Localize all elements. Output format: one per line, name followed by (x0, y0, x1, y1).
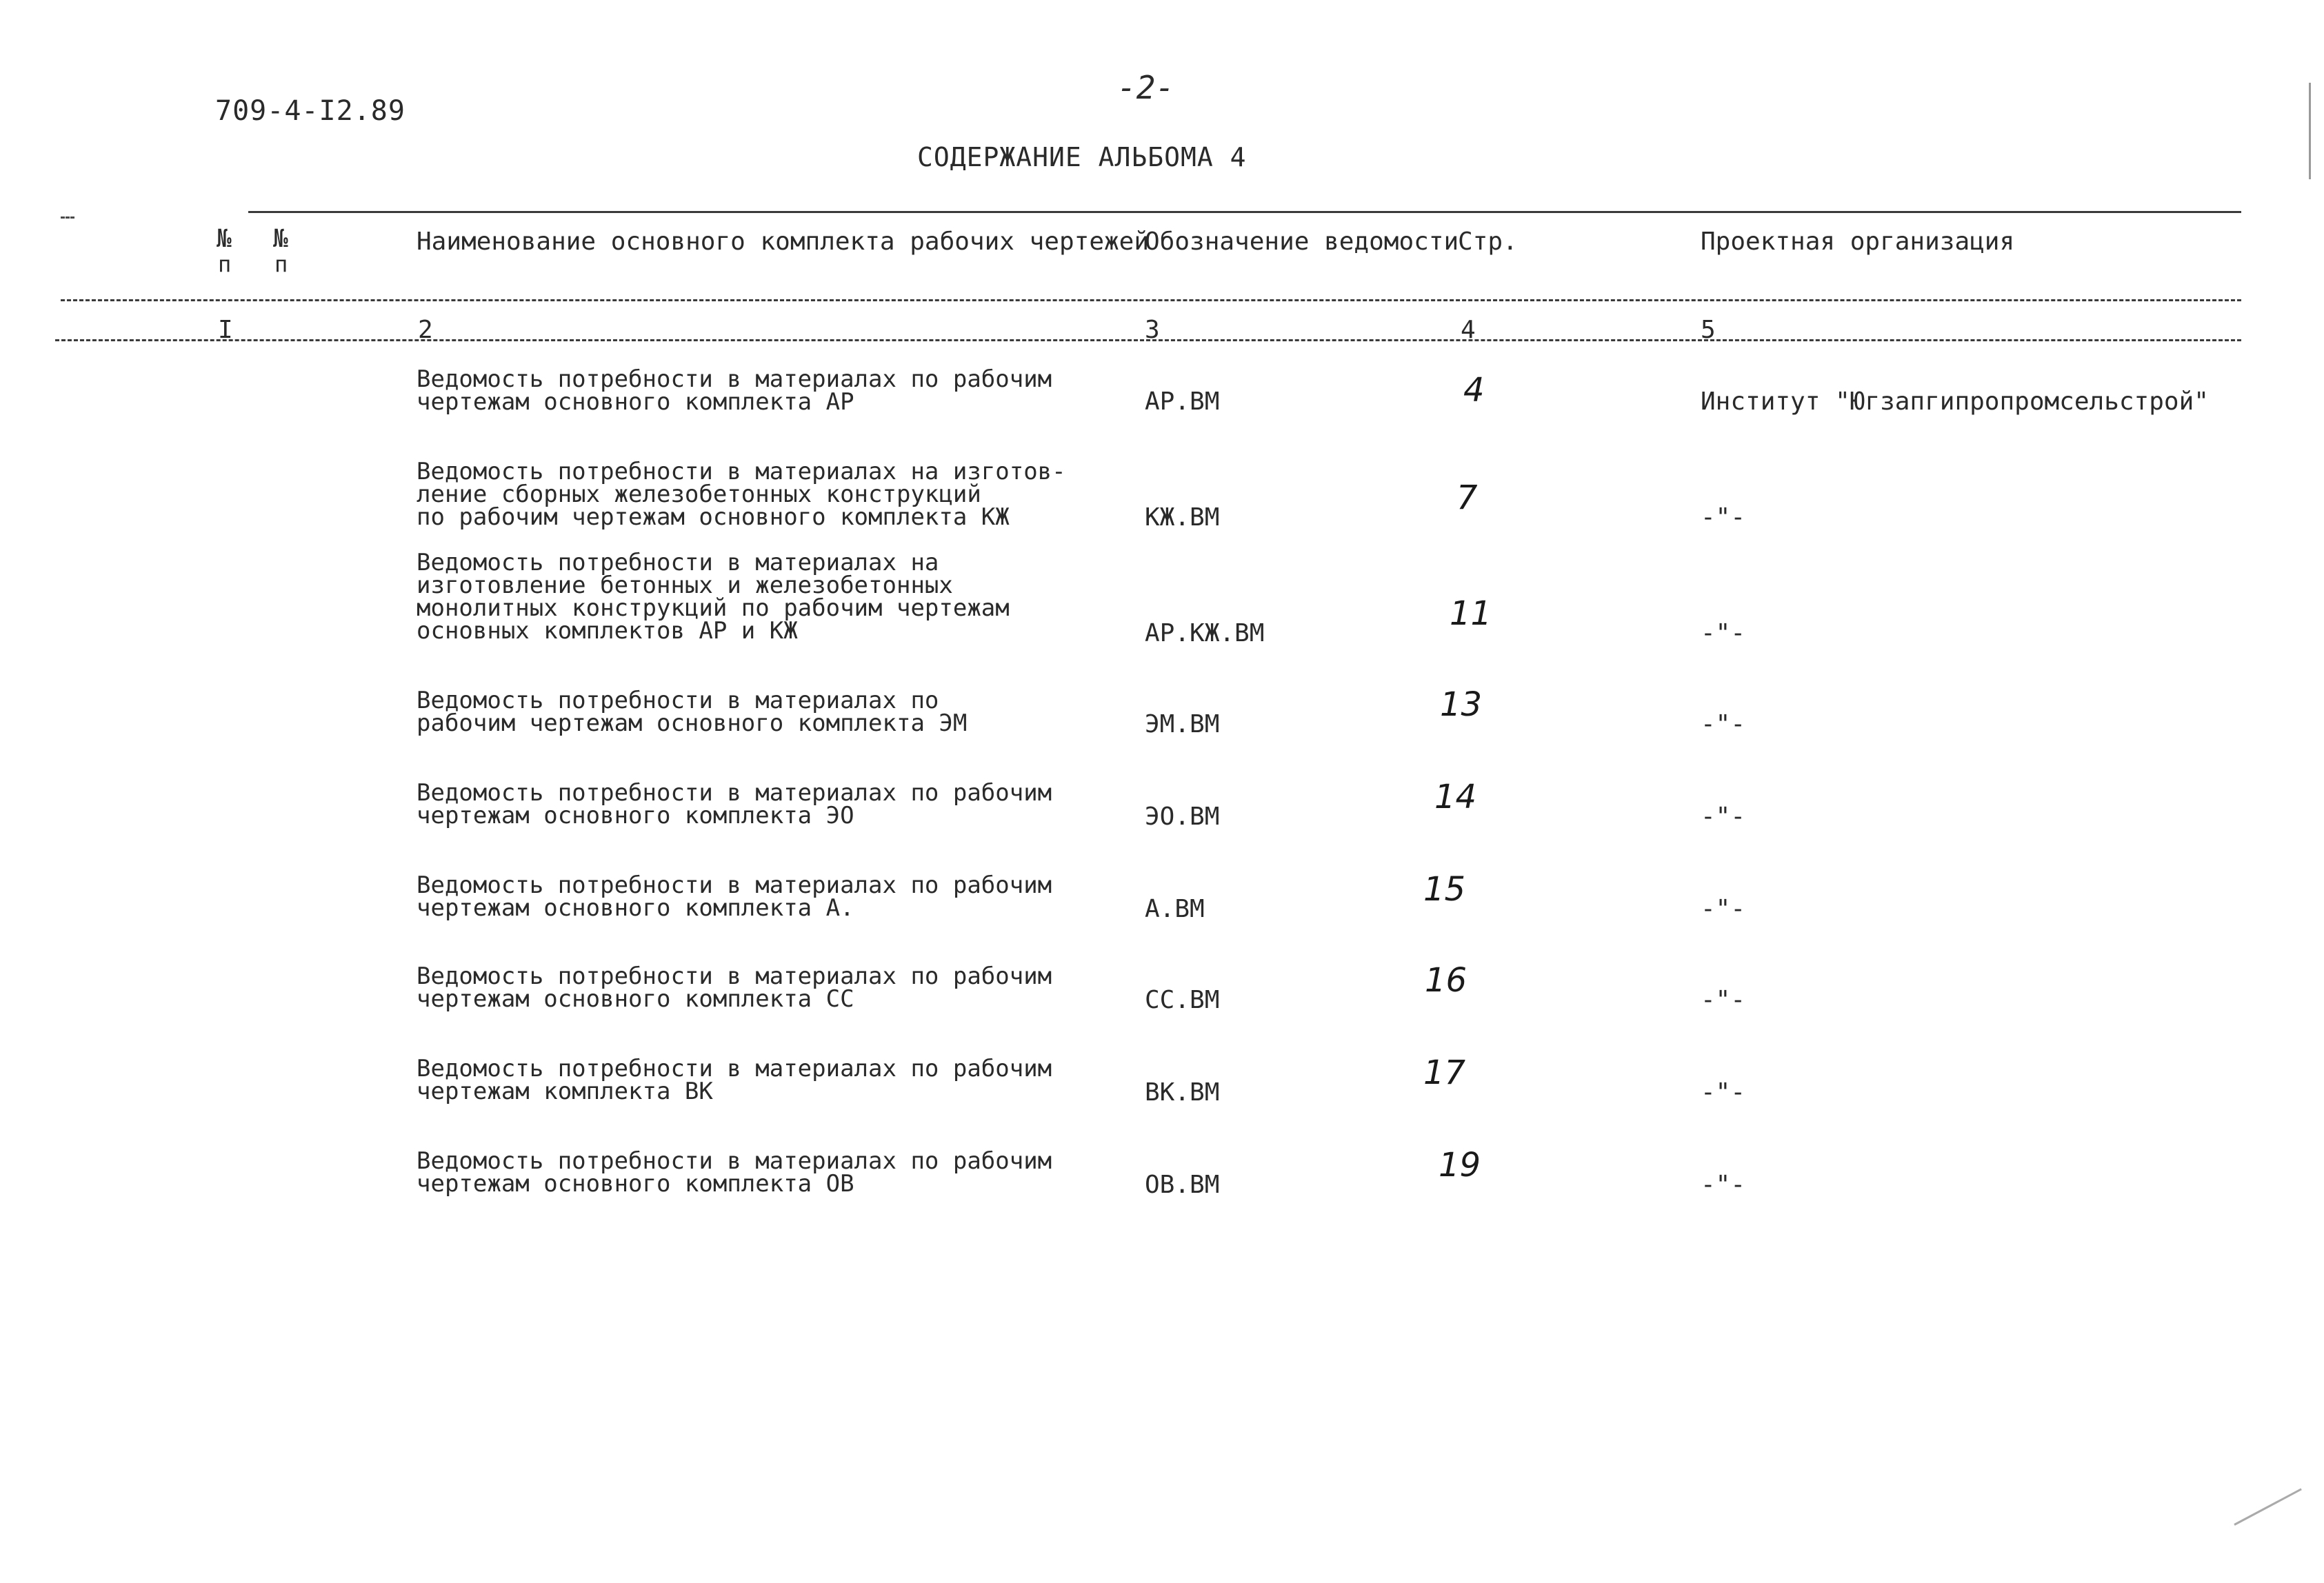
column-header-designation: Обозначение ведомости (1145, 228, 1459, 256)
table-row-organization: -"- (1701, 503, 1746, 532)
table-row-organization: -"- (1701, 803, 1746, 831)
table-row-organization: -"- (1701, 1171, 1746, 1199)
table-top-rule (248, 211, 2241, 213)
table-row-name: Ведомость потребности в материалах на изготов- ление сборных железобетонных конструкций по рабочим чертежам основного комплекта КЖ (417, 458, 1066, 531)
column-header-num-a: № (217, 225, 232, 253)
page-title: СОДЕРЖАНИЕ АЛЬБОМА 4 (917, 142, 1247, 172)
table-row-name: Ведомость потребности в материалах по рабочим чертежам основного комплекта АР (417, 365, 1052, 416)
table-row-organization: Институт "Югзапгипропромсельстрой" (1701, 387, 2209, 416)
scan-edge-mark (2309, 83, 2311, 179)
document-code: 709-4-I2.89 (215, 95, 405, 127)
column-header-page: Стр. (1458, 228, 1518, 256)
column-header-num-b-sub: п (274, 251, 288, 277)
table-row-page: 4 (1463, 371, 1485, 410)
table-row-name: Ведомость потребности в материалах по рабочим чертежам основного комплекта ОВ (417, 1147, 1052, 1198)
table-row-page: 14 (1434, 778, 1477, 816)
table-row-designation: КЖ.ВМ (1145, 503, 1220, 532)
table-row-designation: ЭО.ВМ (1145, 803, 1220, 831)
table-row-organization: -"- (1701, 710, 1746, 738)
table-top-rule-left (61, 216, 74, 219)
table-row-page: 19 (1439, 1146, 1481, 1184)
table-row-designation: ВК.ВМ (1145, 1078, 1220, 1107)
table-row-page: 7 (1456, 478, 1478, 517)
column-number-3: 3 (1145, 316, 1160, 344)
column-number-rule (55, 339, 2241, 341)
scan-corner-mark (2234, 1489, 2302, 1526)
table-row-organization: -"- (1701, 619, 1746, 647)
column-number-2: 2 (418, 316, 433, 344)
table-row-page: 11 (1450, 594, 1492, 633)
table-row-page: 17 (1423, 1053, 1466, 1092)
table-row-page: 15 (1423, 870, 1466, 909)
table-row-name: Ведомость потребности в материалах по рабочим чертежам основного комплекта ЭО (417, 779, 1052, 829)
table-row-designation: АР.ВМ (1145, 387, 1220, 416)
table-row-designation: АР.КЖ.ВМ (1145, 619, 1265, 647)
table-row-organization: -"- (1701, 1078, 1746, 1107)
column-header-organization: Проектная организация (1701, 228, 2015, 256)
table-row-name: Ведомость потребности в материалах по рабочим чертежам комплекта ВК (417, 1055, 1052, 1105)
table-row-page: 16 (1425, 961, 1467, 1000)
column-number-5: 5 (1701, 316, 1716, 344)
table-row-designation: ЭМ.ВМ (1145, 710, 1220, 738)
table-row-designation: ОВ.ВМ (1145, 1171, 1220, 1199)
table-row-name: Ведомость потребности в материалах по рабочим чертежам основного комплекта ЭМ (417, 687, 968, 737)
column-header-num-b: № (273, 225, 288, 253)
column-number-1: I (218, 316, 233, 344)
column-number-4: 4 (1461, 316, 1476, 344)
header-bottom-rule (61, 299, 2241, 301)
table-row-organization: -"- (1701, 986, 1746, 1014)
table-row-name: Ведомость потребности в материалах по рабочим чертежам основного комплекта А. (417, 871, 1052, 922)
column-header-num-a-sub: п (218, 251, 232, 277)
column-header-name: Наименование основного комплекта рабочих чертежей (417, 228, 1150, 256)
table-row-designation: А.ВМ (1145, 895, 1205, 923)
table-row-page: 13 (1440, 685, 1483, 724)
table-row-name: Ведомость потребности в материалах на изготовление бетонных и железобетонных монолитных конструкций по рабочим чертежам основных комплектов АР и КЖ (417, 549, 1010, 645)
table-row-designation: СС.ВМ (1145, 986, 1220, 1014)
table-row-organization: -"- (1701, 895, 1746, 923)
page-number: -2- (1117, 69, 1175, 106)
table-row-name: Ведомость потребности в материалах по рабочим чертежам основного комплекта СС (417, 962, 1052, 1013)
